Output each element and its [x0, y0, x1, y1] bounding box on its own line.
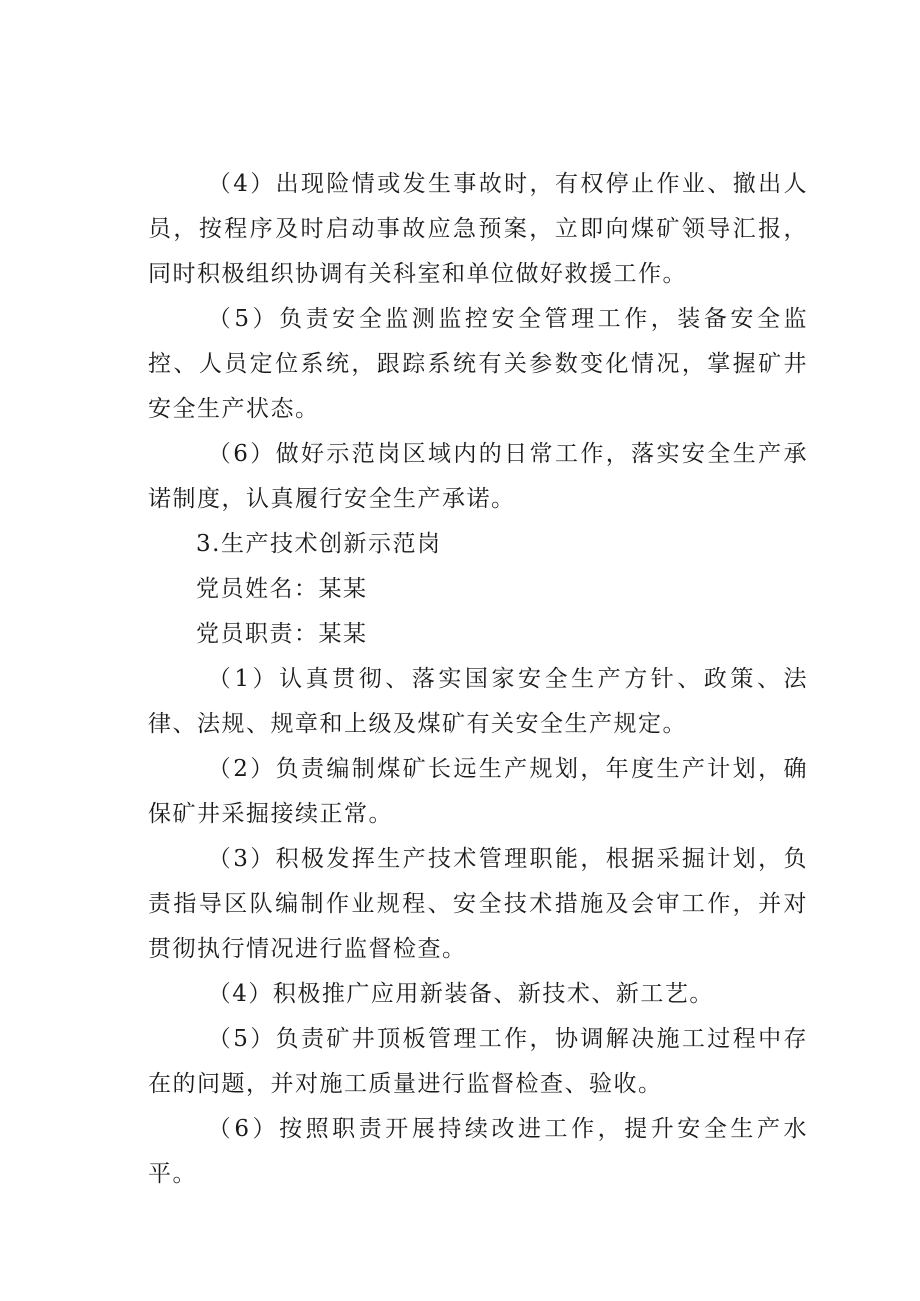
- section-heading: 3.生产技术创新示范岗: [196, 531, 442, 557]
- duty-paragraph: （5）负责矿井顶板管理工作，协调解决施工过程中存在的问题，并对施工质量进行监督检查、验收。: [148, 1026, 808, 1097]
- duty-paragraph: （6）按照职责开展持续改进工作，提升安全生产水平。: [148, 1116, 808, 1187]
- member-name-line: 党员姓名：某某: [196, 576, 368, 602]
- duty-paragraph: （6）做好示范岗区域内的日常工作，落实安全生产承诺制度，认真履行安全生产承诺。: [148, 441, 808, 512]
- duty-paragraph: （5）负责安全监测监控安全管理工作，装备安全监控、人员定位系统，跟踪系统有关参数变化情况，掌握矿井安全生产状态。: [148, 306, 808, 422]
- duty-paragraph: （2）负责编制煤矿长远生产规划，年度生产计划，确保矿井采掘接续正常。: [148, 756, 808, 827]
- duty-paragraph: （4）积极推广应用新装备、新技术、新工艺。: [207, 981, 714, 1007]
- member-duty-line: 党员职责：某某: [196, 621, 368, 647]
- document-body: [148, 162, 808, 1197]
- duty-paragraph: （1）认真贯彻、落实国家安全生产方针、政策、法律、法规、规章和上级及煤矿有关安全生产规定。: [148, 666, 808, 737]
- duty-paragraph: （4）出现险情或发生事故时，有权停止作业、撤出人员，按程序及时启动事故应急预案，立即向煤矿领导汇报，同时积极组织协调有关科室和单位做好救援工作。: [148, 171, 808, 287]
- duty-paragraph: （3）积极发挥生产技术管理职能，根据采掘计划，负责指导区队编制作业规程、安全技术措施及会审工作，并对贯彻执行情况进行监督检查。: [148, 846, 808, 962]
